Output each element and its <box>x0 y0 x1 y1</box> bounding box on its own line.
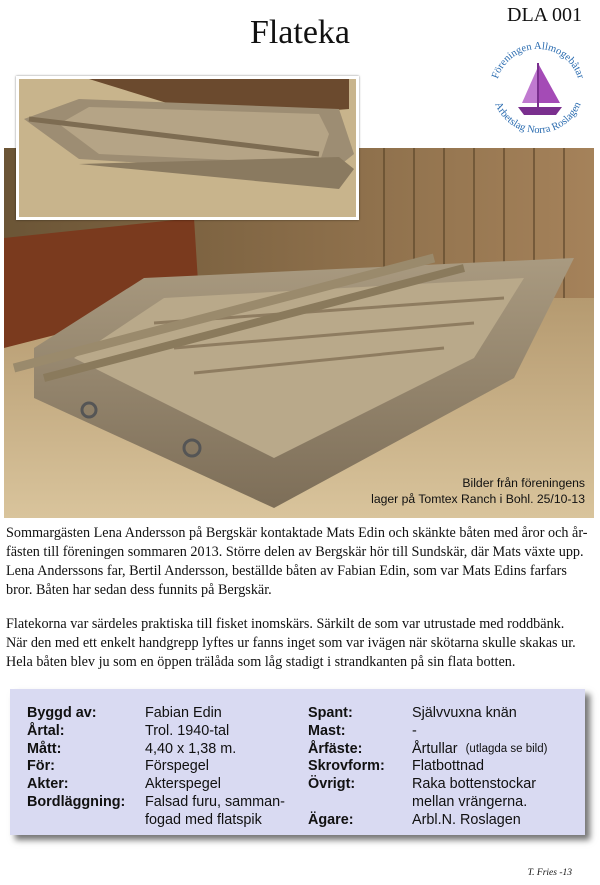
spec-label: Årtal: <box>27 722 65 739</box>
spec-label <box>308 794 412 812</box>
paragraph-line: Lena Anderssons far, Bertil Andersson, beställde båten av Fabian Edin, som var Mats Edins farfars <box>6 563 567 579</box>
spec-row <box>308 705 547 723</box>
spec-row <box>308 741 547 759</box>
spec-row <box>27 723 285 741</box>
spec-row <box>27 812 285 830</box>
spec-label: Bordläggning: <box>27 793 126 810</box>
history-paragraph <box>6 524 596 600</box>
author-footer: T. Fries -13 <box>527 868 572 878</box>
paragraph-line: Flatekorna var särdeles praktiska till fisket inomskärs. Särkilt de som var utrustade med roddbänk. <box>6 616 565 632</box>
spec-note: (utlagda se bild) <box>465 742 548 755</box>
paragraph-line: När den med ett enkelt handgrepp lyftes ur fanns inget som var ivägen när skötarna skulle skakas ur. <box>6 635 576 651</box>
spec-value: Raka bottenstockar <box>412 776 536 793</box>
spec-row <box>27 776 285 794</box>
logo-text-bottom: Arbetslag Norra Roslagen <box>492 100 584 137</box>
spec-value: Förspegel <box>145 758 209 775</box>
caption-line-1: Bilder från föreningens <box>462 476 585 490</box>
spec-row <box>308 758 547 776</box>
spec-value: mellan vrängerna. <box>412 793 528 810</box>
spec-value: Årtullar <box>412 740 458 757</box>
usage-paragraph <box>6 615 596 672</box>
spec-row <box>308 776 547 794</box>
spec-value: Arbl.N. Roslagen <box>412 811 521 828</box>
spec-label: Övrigt: <box>308 776 356 793</box>
inset-boat-photo <box>16 76 359 220</box>
photo-caption <box>330 475 585 507</box>
association-logo <box>482 33 594 145</box>
spec-value: Flatbottnad <box>412 758 485 775</box>
spec-value: 4,40 x 1,38 m. <box>145 740 237 757</box>
spec-row <box>308 723 547 741</box>
spec-value: Trol. 1940-tal <box>145 722 230 739</box>
paragraph-line: Sommargästen Lena Andersson på Bergskär kontaktade Mats Edin och skänkte båten med åror och år- <box>6 525 588 541</box>
spec-label: Mast: <box>308 722 346 739</box>
spec-value: Falsad furu, samman- <box>145 793 285 810</box>
spec-value: Akterspegel <box>145 776 221 793</box>
spec-label: Spant: <box>308 705 353 721</box>
logo-text-top: Föreningen Allmogebåtar <box>490 40 586 81</box>
spec-label: Akter: <box>27 776 69 793</box>
document-code: DLA 001 <box>507 4 582 26</box>
paragraph-line: bror. Båten har sedan dess funnits på Bergskär. <box>6 582 272 598</box>
specs-box <box>10 689 585 835</box>
spec-value: Fabian Edin <box>145 705 222 721</box>
spec-row <box>27 741 285 759</box>
spec-label: Skrovform: <box>308 758 385 775</box>
spec-row <box>27 794 285 812</box>
spec-label: Mått: <box>27 740 62 757</box>
specs-left-column <box>27 705 285 830</box>
spec-row <box>308 794 547 812</box>
caption-line-2: lager på Tomtex Ranch i Bohl. 25/10-13 <box>371 492 585 506</box>
spec-row <box>27 705 285 723</box>
spec-label: Byggd av: <box>27 705 97 721</box>
spec-value: Självvuxna knän <box>412 705 517 721</box>
spec-label: Ägare: <box>308 811 354 828</box>
paragraph-line: fästen till föreningen sommaren 2013. Större delen av Bergskär hör till Sundskär, där Mats växte upp. <box>6 544 584 560</box>
spec-row <box>27 758 285 776</box>
spec-label: För: <box>27 758 55 775</box>
spec-row <box>308 812 547 830</box>
spec-value: fogad med flatspik <box>145 811 262 828</box>
spec-value: - <box>412 722 417 739</box>
specs-right-column <box>308 705 547 830</box>
spec-label: Årfäste: <box>308 740 363 757</box>
spec-label <box>27 812 145 830</box>
page-title: Flateka <box>249 14 351 51</box>
paragraph-line: Hela båten blev ju som en öppen trälåda som låg stadigt i strandkanten på sin flata botten. <box>6 654 516 670</box>
